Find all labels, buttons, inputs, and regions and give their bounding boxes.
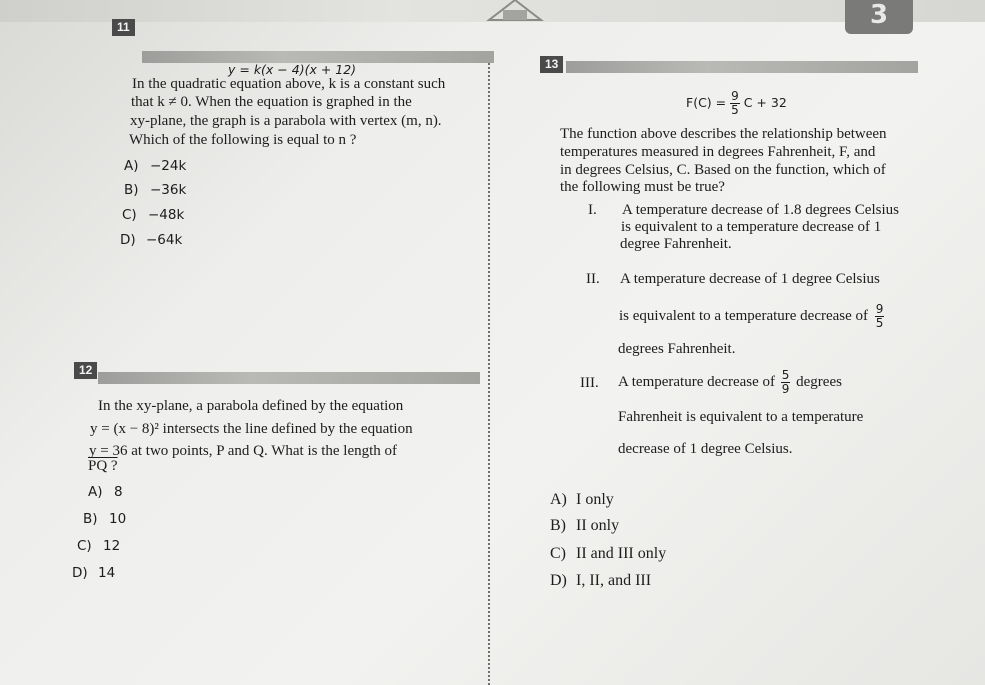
question-number: 12: [74, 362, 97, 379]
answer-choice-c[interactable]: [122, 207, 184, 223]
statement-iii-line: Fahrenheit is equivalent to a temperature: [618, 409, 864, 425]
choice-letter: D): [550, 572, 567, 589]
answer-choice-d[interactable]: [550, 572, 651, 590]
statement-iii-line: decrease of 1 degree Celsius.: [618, 441, 793, 457]
fraction: [730, 90, 740, 117]
question-text-line: in degrees Celsius, C. Based on the function, which of: [560, 162, 886, 178]
answer-choice-a[interactable]: [88, 484, 123, 500]
statement-ii-line: A temperature decrease of 1 degree Celsius: [620, 271, 880, 287]
statement-ii-numeral: II.: [586, 271, 600, 287]
answer-choice-d[interactable]: [120, 232, 182, 248]
choice-letter: A): [550, 491, 567, 508]
choice-text: I, II, and III: [576, 572, 652, 589]
building-logo-icon: [485, 0, 545, 22]
equation-left: F(C) =: [686, 95, 727, 110]
question-number: 11: [112, 19, 135, 36]
question-equation: y = k(x − 4)(x + 12): [228, 62, 357, 77]
choice-text: −64k: [146, 232, 183, 248]
statement-text: is equivalent to a temperature decrease of: [619, 307, 869, 324]
question-text-line: PQ ?: [88, 458, 118, 474]
question-number: 13: [540, 56, 563, 73]
question-text-line: In the quadratic equation above, k is a constant such: [132, 76, 446, 92]
question-header-bar: [566, 61, 918, 73]
fraction-numerator: 9: [875, 302, 884, 316]
answer-choice-c[interactable]: [77, 538, 120, 554]
statement-iii-numeral: III.: [580, 375, 599, 391]
statement-text: degrees: [796, 373, 842, 390]
answer-choice-b[interactable]: [83, 511, 126, 527]
question-header-bar: [98, 372, 480, 384]
answer-choice-a[interactable]: [550, 491, 614, 509]
statement-text: A temperature decrease of: [618, 373, 775, 390]
question-text-line: that k ≠ 0. When the equation is graphed in the: [131, 94, 412, 110]
choice-letter: B): [550, 517, 566, 534]
choice-text: 12: [103, 538, 121, 554]
fraction-numerator: 5: [781, 368, 790, 382]
statement-ii-line: [619, 303, 884, 330]
question-text-line: In the xy-plane, a parabola defined by the equation: [98, 398, 404, 414]
choice-letter: C): [550, 545, 566, 562]
fraction-denominator: 5: [875, 316, 884, 330]
choice-text: I only: [576, 491, 614, 508]
fraction: [781, 369, 791, 396]
choice-letter: D): [72, 565, 88, 581]
question-text-line: The function above describes the relationship between: [560, 126, 887, 142]
choice-text: 10: [109, 511, 127, 527]
choice-letter: B): [124, 182, 139, 198]
choice-letter: A): [88, 484, 103, 500]
page-badge: 3: [845, 0, 913, 34]
question-text-line: xy-plane, the graph is a parabola with vertex (m, n).: [130, 113, 442, 129]
question-text-line: y = (x − 8)² intersects the line defined by the equation: [90, 421, 413, 437]
choice-text: II and III only: [576, 545, 667, 562]
choice-letter: C): [77, 538, 92, 554]
fraction-denominator: 9: [781, 382, 790, 396]
choice-letter: B): [83, 511, 98, 527]
statement-i-line: is equivalent to a temperature decrease of 1: [621, 219, 882, 235]
statement-i-line: A temperature decrease of 1.8 degrees Celsius: [622, 202, 899, 218]
answer-choice-b[interactable]: [124, 182, 186, 198]
answer-choice-d[interactable]: [72, 565, 115, 581]
fraction-numerator: 9: [731, 89, 739, 103]
column-divider: [488, 60, 490, 685]
choice-text: 8: [114, 484, 123, 500]
statement-i-line: degree Fahrenheit.: [620, 236, 732, 252]
answer-choice-a[interactable]: [124, 158, 186, 174]
fraction: [875, 303, 885, 330]
fraction-denominator: 5: [731, 103, 739, 117]
choice-letter: C): [122, 207, 137, 223]
choice-text: −36k: [150, 182, 187, 198]
question-text-line: y = 36 at two points, P and Q. What is the length of: [89, 443, 398, 459]
question-text-line: the following must be true?: [560, 179, 725, 195]
choice-text: −48k: [148, 207, 185, 223]
question-text-line: Which of the following is equal to n ?: [129, 132, 357, 148]
choice-letter: A): [124, 158, 139, 174]
function-equation: [686, 90, 787, 117]
choice-letter: D): [120, 232, 136, 248]
statement-iii-line: [618, 369, 842, 396]
choice-text: 14: [98, 565, 116, 581]
question-text-line: temperatures measured in degrees Fahrenheit, F, and: [560, 144, 876, 160]
choice-text: −24k: [150, 158, 187, 174]
answer-choice-b[interactable]: [550, 517, 619, 535]
equation-right: C + 32: [743, 95, 787, 110]
answer-choice-c[interactable]: [550, 545, 666, 563]
statement-i-numeral: I.: [588, 202, 597, 218]
statement-ii-line: degrees Fahrenheit.: [618, 341, 736, 357]
choice-text: II only: [576, 517, 620, 534]
